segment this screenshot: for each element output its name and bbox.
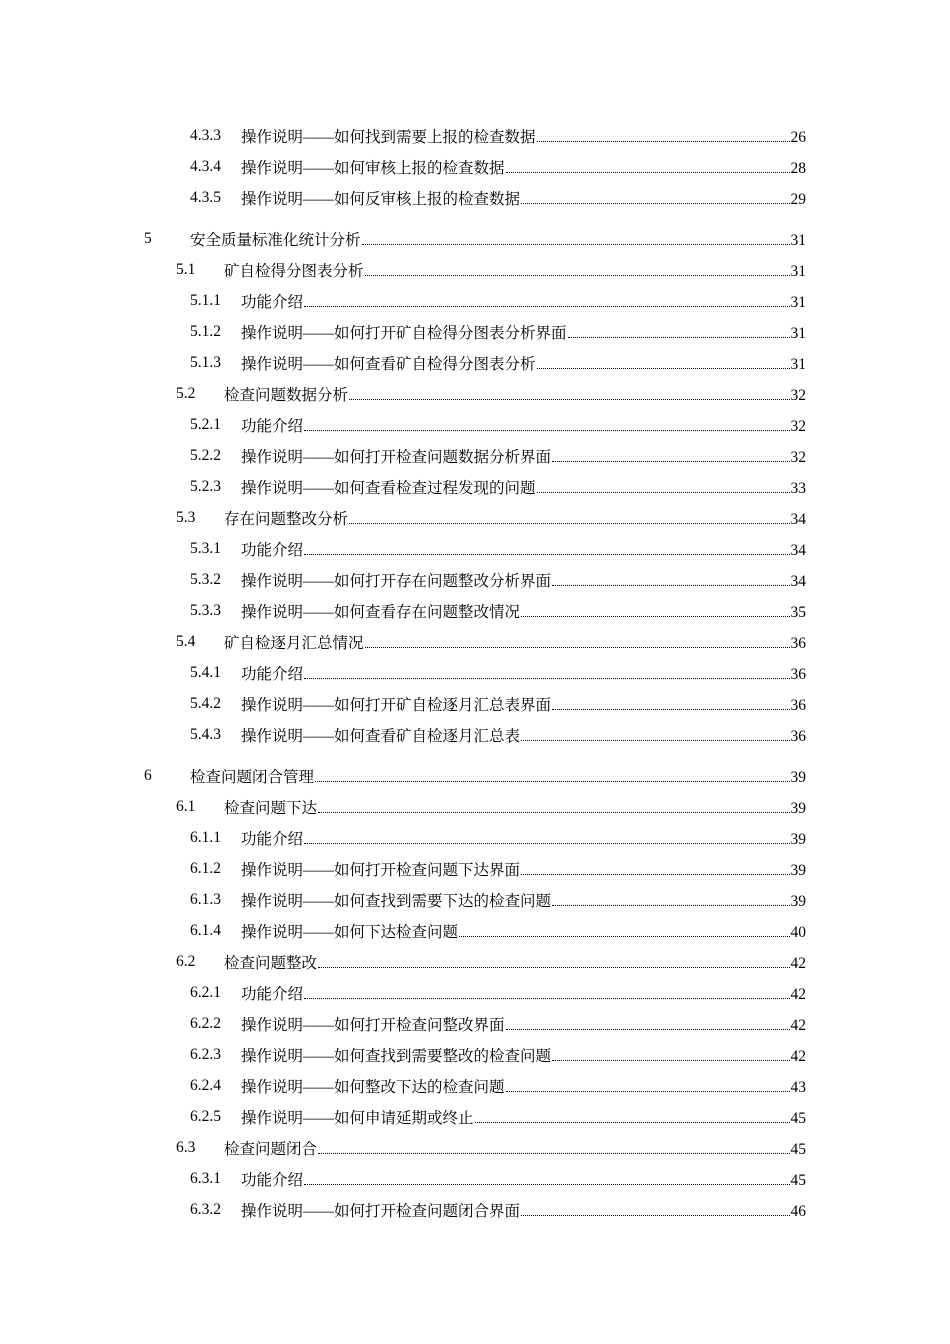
toc-entry-title: 功能介绍 [241,541,304,559]
toc-entry-line [241,476,806,498]
toc-entry-line [241,1168,806,1190]
toc-entry-title: 操作说明——如何查找到需要下达的检查问题 [241,892,552,910]
toc-entry[interactable] [0,1194,950,1225]
toc-dot-leader [362,244,790,245]
toc-entry-line [241,1075,806,1097]
toc-dot-leader [475,1122,790,1123]
toc-entry-line [224,631,806,653]
toc-entry-page: 36 [790,696,806,714]
toc-entry-number: 5.2.1 [190,415,221,433]
toc-entry[interactable] [0,822,950,853]
toc-entry-title: 操作说明——如何打开检查问题数据分析界面 [241,448,552,466]
toc-entry-line [241,1106,806,1128]
toc-entry-line [241,1044,806,1066]
toc-entry-number: 6.3.1 [190,1169,221,1187]
toc-dot-leader [304,998,789,999]
toc-entry-title: 检查问题整改 [224,954,318,972]
toc-dot-leader [552,905,789,906]
toc-entry[interactable] [0,223,950,254]
toc-entry-page: 42 [790,954,806,972]
toc-entry[interactable] [0,719,950,750]
toc-entry[interactable] [0,533,950,564]
toc-dot-leader [304,554,789,555]
toc-entry-number: 4.3.3 [190,126,221,144]
toc-entry-number: 6.1 [176,797,196,815]
toc-entry-page: 31 [790,231,806,249]
toc-entry-page: 39 [790,892,806,910]
toc-entry-title: 操作说明——如何查找到需要整改的检查问题 [241,1047,552,1065]
toc-entry-title: 操作说明——如何反审核上报的检查数据 [241,190,521,208]
toc-entry[interactable] [0,285,950,316]
toc-dot-leader [318,1153,789,1154]
toc-dot-leader [304,430,789,431]
table-of-contents [0,120,950,1225]
toc-dot-leader [506,1091,790,1092]
toc-entry-number: 6.2.5 [190,1107,221,1125]
toc-entry-number: 4.3.5 [190,188,221,206]
toc-entry-page: 40 [790,923,806,941]
toc-dot-leader [521,1215,789,1216]
toc-entry-line [241,889,806,911]
toc-dot-leader [552,461,789,462]
toc-dot-leader [304,678,789,679]
toc-dot-leader [318,967,789,968]
toc-entry-title: 操作说明——如何找到需要上报的检查数据 [241,128,536,146]
toc-dot-leader [521,203,789,204]
toc-entry-number: 6.2.1 [190,983,221,1001]
toc-entry-page: 45 [790,1171,806,1189]
toc-entry[interactable] [0,791,950,822]
toc-entry[interactable] [0,120,950,151]
toc-entry-number: 5.1 [176,260,196,278]
toc-entry-title: 操作说明——如何打开检查问题闭合界面 [241,1202,521,1220]
toc-dot-leader [537,368,790,369]
toc-entry[interactable] [0,182,950,213]
toc-dot-leader [552,709,789,710]
toc-entry[interactable] [0,347,950,378]
toc-entry-number: 5.2.2 [190,446,221,464]
toc-entry-line [241,538,806,560]
toc-entry[interactable] [0,409,950,440]
toc-entry-title: 检查问题闭合管理 [190,768,315,786]
toc-entry-line [241,290,806,312]
toc-entry-title: 操作说明——如何申请延期或终止 [241,1109,474,1127]
toc-dot-leader [304,1184,789,1185]
toc-entry-line [241,858,806,880]
toc-entry[interactable] [0,1132,950,1163]
toc-entry-page: 39 [790,799,806,817]
toc-entry-line [190,228,806,250]
toc-entry[interactable] [0,564,950,595]
toc-entry[interactable] [0,595,950,626]
toc-entry-title: 安全质量标准化统计分析 [190,231,361,249]
toc-entry-number: 5.4.3 [190,725,221,743]
toc-entry-number: 5.3.2 [190,570,221,588]
toc-entry-title: 操作说明——如何查看矿自检逐月汇总表 [241,727,521,745]
toc-entry[interactable] [0,378,950,409]
toc-entry-title: 操作说明——如何打开存在问题整改分析界面 [241,572,552,590]
toc-entry-title: 存在问题整改分析 [224,510,349,528]
toc-dot-leader [315,781,789,782]
toc-entry-number: 6.2.3 [190,1045,221,1063]
toc-entry-line [241,445,806,467]
toc-entry[interactable] [0,440,950,471]
toc-entry-title: 功能介绍 [241,417,304,435]
toc-entry-page: 29 [790,190,806,208]
toc-entry-line [241,662,806,684]
toc-entry-number: 5.4.1 [190,663,221,681]
toc-entry[interactable] [0,151,950,182]
toc-entry-page: 26 [790,128,806,146]
toc-dot-leader [304,843,789,844]
toc-entry-number: 5 [144,229,152,247]
toc-entry-title: 操作说明——如何审核上报的检查数据 [241,159,505,177]
toc-entry-number: 5.2 [176,384,196,402]
toc-entry-line [241,321,806,343]
toc-entry-number: 6.3 [176,1138,196,1156]
toc-entry-line [224,951,806,973]
toc-entry-line [224,507,806,529]
toc-dot-leader [365,275,790,276]
toc-entry[interactable] [0,1008,950,1039]
toc-dot-leader [318,812,789,813]
toc-entry-page: 45 [790,1109,806,1127]
toc-entry[interactable] [0,502,950,533]
toc-entry-page: 32 [790,417,806,435]
toc-entry-title: 操作说明——如何整改下达的检查问题 [241,1078,505,1096]
toc-entry-line [241,156,806,178]
toc-entry[interactable] [0,946,950,977]
toc-dot-leader [459,936,789,937]
toc-entry[interactable] [0,688,950,719]
toc-entry-page: 34 [790,541,806,559]
toc-entry-line [190,765,806,787]
toc-entry-title: 操作说明——如何打开矿自检逐月汇总表界面 [241,696,552,714]
toc-entry-title: 检查问题数据分析 [224,386,349,404]
toc-entry-number: 5.2.3 [190,477,221,495]
toc-entry-title: 矿自检逐月汇总情况 [224,634,364,652]
toc-entry[interactable] [0,657,950,688]
toc-dot-leader [552,585,789,586]
toc-entry-title: 操作说明——如何查看矿自检得分图表分析 [241,355,536,373]
toc-entry-number: 5.1.2 [190,322,221,340]
toc-entry[interactable] [0,977,950,1008]
toc-entry-title: 操作说明——如何打开矿自检得分图表分析界面 [241,324,567,342]
toc-entry-page: 36 [790,634,806,652]
toc-entry-title: 矿自检得分图表分析 [224,262,364,280]
toc-dot-leader [365,647,790,648]
toc-entry-line [241,920,806,942]
toc-entry-number: 6.3.2 [190,1200,221,1218]
toc-entry-number: 5.1.3 [190,353,221,371]
toc-entry-line [241,982,806,1004]
toc-entry-number: 5.4.2 [190,694,221,712]
toc-entry-page: 39 [790,768,806,786]
toc-entry-page: 28 [790,159,806,177]
toc-entry-number: 5.3 [176,508,196,526]
toc-entry-page: 46 [790,1202,806,1220]
toc-entry-line [241,352,806,374]
toc-entry-title: 操作说明——如何打开检查问题下达界面 [241,861,521,879]
toc-dot-leader [568,337,790,338]
toc-entry-number: 6.1.4 [190,921,221,939]
toc-entry[interactable] [0,254,950,285]
toc-entry-title: 功能介绍 [241,830,304,848]
toc-entry-page: 31 [790,293,806,311]
toc-entry-line [241,414,806,436]
toc-entry-page: 32 [790,386,806,404]
toc-dot-leader [506,172,790,173]
toc-dot-leader [521,740,789,741]
toc-entry[interactable] [0,884,950,915]
toc-entry[interactable] [0,760,950,791]
toc-entry-number: 6.1.1 [190,828,221,846]
toc-entry-page: 31 [790,355,806,373]
toc-entry-number: 5.4 [176,632,196,650]
toc-entry-line [241,827,806,849]
toc-entry-page: 45 [790,1140,806,1158]
toc-entry-title: 操作说明——如何查看检查过程发现的问题 [241,479,536,497]
toc-entry-line [241,1013,806,1035]
toc-entry-title: 功能介绍 [241,293,304,311]
toc-entry[interactable] [0,1039,950,1070]
toc-dot-leader [537,492,790,493]
toc-entry[interactable] [0,915,950,946]
toc-entry[interactable] [0,316,950,347]
toc-entry-line [224,1137,806,1159]
toc-entry-title: 检查问题闭合 [224,1140,318,1158]
toc-entry-page: 31 [790,262,806,280]
toc-entry-number: 6.1.2 [190,859,221,877]
toc-entry-line [241,187,806,209]
toc-entry-page: 39 [790,830,806,848]
toc-entry[interactable] [0,1101,950,1132]
toc-entry[interactable] [0,1163,950,1194]
toc-dot-leader [349,523,789,524]
toc-entry-page: 42 [790,1047,806,1065]
toc-entry-page: 43 [790,1078,806,1096]
toc-entry-page: 42 [790,985,806,1003]
toc-entry-page: 35 [790,603,806,621]
toc-entry-line [241,693,806,715]
toc-entry-number: 6 [144,766,152,784]
toc-entry-page: 31 [790,324,806,342]
toc-entry-title: 功能介绍 [241,985,304,1003]
toc-entry-page: 42 [790,1016,806,1034]
toc-entry-number: 6.1.3 [190,890,221,908]
toc-entry-page: 33 [790,479,806,497]
toc-entry-number: 5.3.1 [190,539,221,557]
toc-entry-title: 功能介绍 [241,665,304,683]
toc-entry-number: 4.3.4 [190,157,221,175]
toc-entry-title: 操作说明——如何打开检查问整改界面 [241,1016,505,1034]
toc-entry-number: 5.1.1 [190,291,221,309]
toc-entry-line [241,569,806,591]
toc-entry-title: 操作说明——如何下达检查问题 [241,923,459,941]
toc-entry-page: 32 [790,448,806,466]
toc-entry[interactable] [0,626,950,657]
toc-dot-leader [521,874,789,875]
toc-dot-leader [537,141,790,142]
toc-dot-leader [506,1029,790,1030]
toc-entry-line [224,796,806,818]
toc-entry-title: 功能介绍 [241,1171,304,1189]
toc-entry-line [224,259,806,281]
toc-entry-page: 34 [790,572,806,590]
toc-entry-title: 检查问题下达 [224,799,318,817]
toc-entry-number: 6.2.2 [190,1014,221,1032]
toc-entry-line [241,125,806,147]
toc-entry-page: 36 [790,727,806,745]
toc-dot-leader [304,306,789,307]
toc-entry[interactable] [0,471,950,502]
toc-entry-page: 36 [790,665,806,683]
toc-entry-title: 操作说明——如何查看存在问题整改情况 [241,603,521,621]
toc-entry-page: 39 [790,861,806,879]
toc-entry-line [224,383,806,405]
toc-entry-page: 34 [790,510,806,528]
toc-entry[interactable] [0,1070,950,1101]
toc-entry-line [241,724,806,746]
toc-entry-line [241,1199,806,1221]
toc-entry-number: 6.2 [176,952,196,970]
toc-entry-line [241,600,806,622]
toc-dot-leader [521,616,789,617]
toc-entry-number: 5.3.3 [190,601,221,619]
toc-dot-leader [349,399,789,400]
toc-entry[interactable] [0,853,950,884]
toc-dot-leader [552,1060,789,1061]
toc-entry-number: 6.2.4 [190,1076,221,1094]
